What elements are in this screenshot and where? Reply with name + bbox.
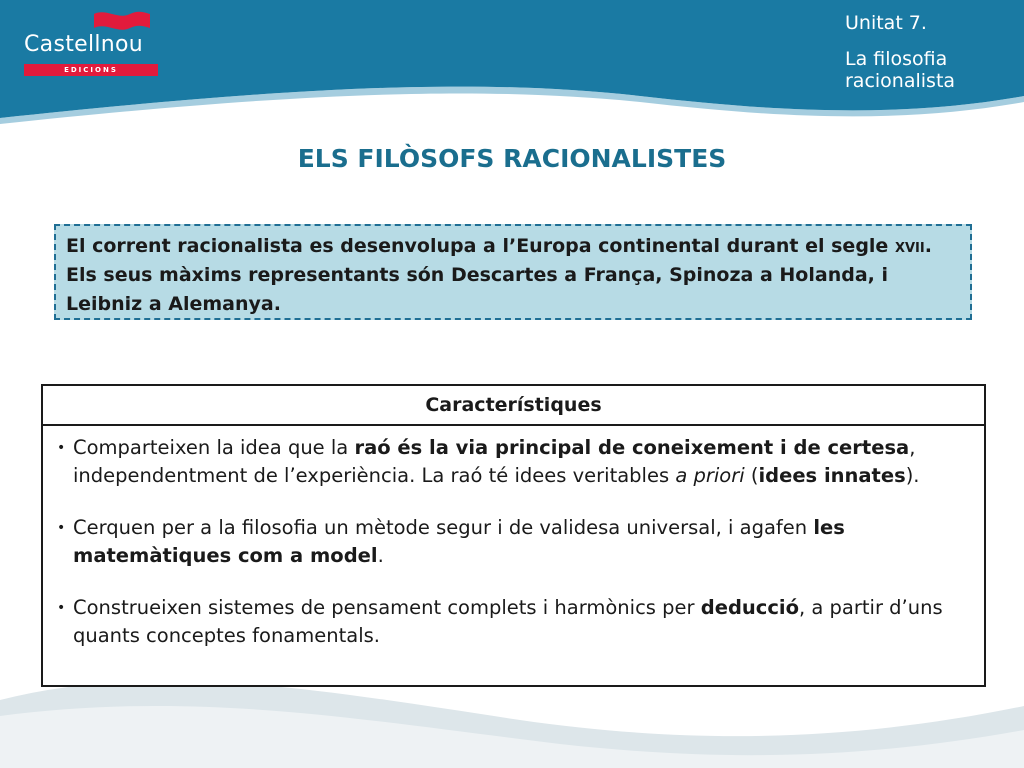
list-item	[55, 514, 972, 570]
item-emphasis: idees innates	[758, 464, 906, 487]
characteristics-table	[41, 384, 986, 687]
intro-text-part1: El corrent racionalista es desenvolupa a l’Europa continental durant el segle	[66, 235, 895, 257]
bullet-icon: •	[57, 520, 66, 536]
intro-box	[54, 224, 972, 320]
item-text: Construeixen sistemes de pensament complets i harmònics per	[73, 596, 701, 619]
item-text: ).	[905, 464, 920, 487]
item-emphasis: les matemàtiques com a model	[73, 516, 845, 567]
intro-text-part2: . Els seus màxims representants són Descartes a França, Spinoza a Holanda, i Leibniz a Alemanya.	[66, 235, 932, 315]
list-item	[55, 434, 972, 490]
flag-icon	[92, 10, 152, 34]
bullet-icon: •	[57, 600, 66, 616]
item-text: .	[377, 544, 384, 567]
item-text: , a partir d’uns quants conceptes fonamentals.	[73, 596, 943, 647]
publisher-sub-bar	[24, 64, 158, 76]
bullet-icon: •	[57, 440, 66, 456]
publisher-logo[interactable]	[22, 10, 162, 76]
publisher-name: Castellnou	[24, 32, 144, 57]
item-italic: a priori	[675, 464, 745, 487]
intro-century: xvii	[894, 235, 925, 257]
intro-text	[66, 232, 960, 319]
item-text: Comparteixen la idea que la	[73, 436, 355, 459]
table-body	[43, 426, 984, 650]
publisher-sub: EDICIONS	[64, 66, 118, 74]
item-text: (	[744, 464, 759, 487]
list-item	[55, 594, 972, 650]
unit-number: Unitat 7.	[845, 12, 927, 34]
item-emphasis: raó és la via principal de coneixement i de certesa	[354, 436, 910, 459]
item-emphasis: deducció	[700, 596, 799, 619]
item-text: , independentment de l’experiència. La raó té idees veritables	[73, 436, 916, 487]
unit-title: La filosofia racionalista	[845, 48, 956, 92]
item-text: Cerquen per a la filosofia un mètode segur i de validesa universal, i agafen	[73, 516, 814, 539]
page-title: ELS FILÒSOFS RACIONALISTES	[297, 144, 727, 173]
table-header: Característiques	[43, 386, 984, 426]
unit-heading	[845, 12, 1015, 92]
